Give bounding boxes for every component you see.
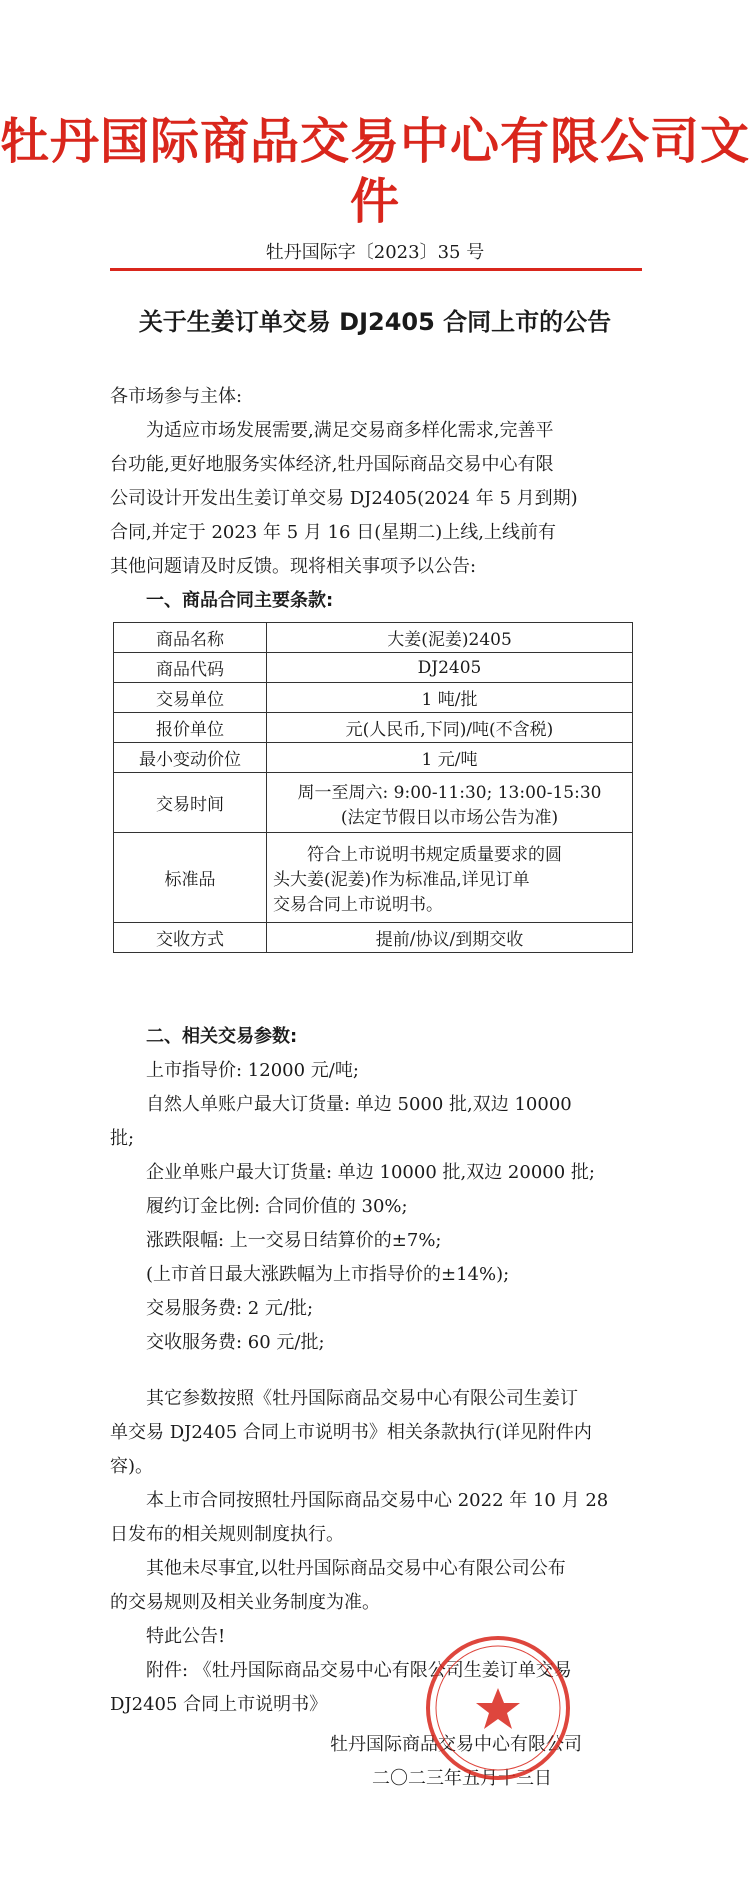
intro-section xyxy=(110,380,640,618)
trading-parameters-list xyxy=(110,1054,640,1360)
paragraph-line: 的交易规则及相关业务制度为准。 xyxy=(110,1592,380,1613)
paragraph-line: 日发布的相关规则制度执行。 xyxy=(110,1524,344,1545)
contract-terms-table xyxy=(113,622,633,953)
table-cell-label: 报价单位 xyxy=(114,713,267,743)
table-cell-label: 交收方式 xyxy=(114,923,267,953)
intro-line: 公司设计开发出生姜订单交易 DJ2405(2024 年 5 月到期) xyxy=(110,488,578,509)
table-row xyxy=(114,713,633,743)
table-cell-value xyxy=(267,833,633,923)
seal-graphic xyxy=(423,1633,573,1783)
parameter-line: 上市指导价: 12000 元/吨; xyxy=(146,1060,359,1081)
table-cell-value: 元(人民币,下同)/吨(不含税) xyxy=(267,713,633,743)
table-cell-line: 头大姜(泥姜)作为标准品,详见订单 xyxy=(273,870,530,890)
header-divider xyxy=(110,268,642,271)
document-header-title: 牡丹国际商品交易中心有限公司文件 xyxy=(0,113,750,230)
paragraph-line: 单交易 DJ2405 合同上市说明书》相关条款执行(详见附件内 xyxy=(110,1422,592,1443)
table-row xyxy=(114,923,633,953)
salutation: 各市场参与主体: xyxy=(110,386,243,407)
signature-company: 牡丹国际商品交易中心有限公司 xyxy=(330,1734,582,1755)
table-cell-value: 1 吨/批 xyxy=(267,683,633,713)
official-seal xyxy=(423,1633,573,1783)
paragraph-line: 容)。 xyxy=(110,1456,154,1477)
table-cell-line: 交易合同上市说明书。 xyxy=(273,895,443,915)
parameter-line: (上市首日最大涨跌幅为上市指导价的±14%); xyxy=(146,1264,510,1285)
table-cell-line: 符合上市说明书规定质量要求的圆 xyxy=(307,845,562,865)
section-heading-contract-terms: 一、商品合同主要条款: xyxy=(146,590,334,611)
paragraph-line: 本上市合同按照牡丹国际商品交易中心 2022 年 10 月 28 xyxy=(146,1490,609,1511)
table-cell-label: 标准品 xyxy=(114,833,267,923)
table-row xyxy=(114,653,633,683)
attachment-line: 附件: 《牡丹国际商品交易中心有限公司生姜订单交易 xyxy=(146,1660,572,1681)
table-row xyxy=(114,773,633,833)
table-cell-value: DJ2405 xyxy=(267,653,633,683)
parameter-line: 交收服务费: 60 元/批; xyxy=(146,1332,325,1353)
table-cell-label: 交易单位 xyxy=(114,683,267,713)
signature-date: 二〇二三年五月十三日 xyxy=(372,1768,552,1789)
parameter-line: 履约订金比例: 合同价值的 30%; xyxy=(146,1196,408,1217)
intro-line: 为适应市场发展需要,满足交易商多样化需求,完善平 xyxy=(146,420,554,441)
document-number: 牡丹国际字〔2023〕35 号 xyxy=(265,242,485,263)
table-cell-line: 周一至周六: 9:00-11:30; 13:00-15:30 xyxy=(297,782,602,803)
paragraph-line: 其他未尽事宜,以牡丹国际商品交易中心有限公司公布 xyxy=(146,1558,566,1579)
notice-title: 关于生姜订单交易 DJ2405 合同上市的公告 xyxy=(138,308,612,336)
intro-line: 合同,并定于 2023 年 5 月 16 日(星期二)上线,上线前有 xyxy=(110,522,556,543)
table-row xyxy=(114,833,633,923)
paragraph-line: 其它参数按照《牡丹国际商品交易中心有限公司生姜订 xyxy=(146,1388,578,1409)
closing-statement: 特此公告! xyxy=(146,1626,226,1647)
star-icon xyxy=(476,1688,520,1729)
parameter-line: 企业单账户最大订货量: 单边 10000 批,双边 20000 批; xyxy=(146,1162,595,1183)
table-row xyxy=(114,683,633,713)
intro-line: 其他问题请及时反馈。现将相关事项予以公告: xyxy=(110,556,477,577)
intro-line: 台功能,更好地服务实体经济,牡丹国际商品交易中心有限 xyxy=(110,454,554,475)
table-cell-value: 提前/协议/到期交收 xyxy=(267,923,633,953)
table-cell-value: 1 元/吨 xyxy=(267,743,633,773)
parameter-line: 交易服务费: 2 元/批; xyxy=(146,1298,314,1319)
section-heading-trading-parameters: 二、相关交易参数: xyxy=(146,1026,298,1047)
table-row xyxy=(114,743,633,773)
parameter-line: 涨跌限幅: 上一交易日结算价的±7%; xyxy=(146,1230,442,1251)
table-cell-value: 大姜(泥姜)2405 xyxy=(267,623,633,653)
parameter-line: 自然人单账户最大订货量: 单边 5000 批,双边 10000 xyxy=(146,1094,572,1115)
parameter-line: 批; xyxy=(110,1128,135,1149)
table-cell-label: 商品代码 xyxy=(114,653,267,683)
table-cell-line: (法定节假日以市场公告为准) xyxy=(340,807,559,828)
table-cell-label: 交易时间 xyxy=(114,773,267,833)
table-cell-label: 最小变动价位 xyxy=(114,743,267,773)
trading-parameters-section xyxy=(110,1020,640,1360)
table-row xyxy=(114,623,633,653)
table-cell-label: 商品名称 xyxy=(114,623,267,653)
table-cell-value xyxy=(267,773,633,833)
attachment-line: DJ2405 合同上市说明书》 xyxy=(110,1694,328,1715)
